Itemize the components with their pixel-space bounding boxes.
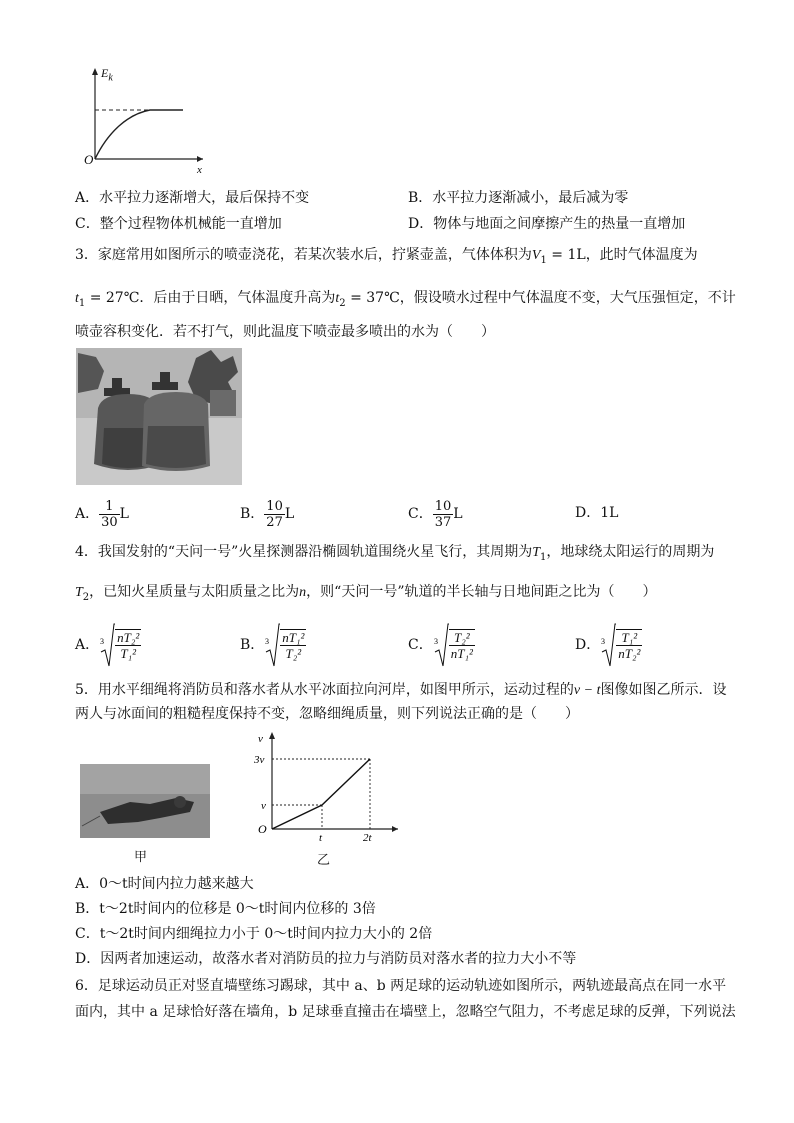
- q3-option-d: D．1L: [575, 505, 619, 521]
- root-index: 3: [265, 637, 270, 646]
- tick-2t: 2t: [363, 832, 372, 842]
- q2-option-a: A．水平拉力逐渐增大，最后保持不变: [75, 190, 310, 206]
- q2-option-d: D．物体与地面之间摩擦产生的热量一直增加: [408, 216, 686, 232]
- graph1-origin: O: [84, 152, 94, 167]
- tick-t: t: [319, 832, 323, 842]
- q3-line2: $t_1$ = 27℃．后由于日晒，气体温度升高为$t_2$ = 37℃，假设喷水过程中气体温度不变，大气压强恒定，不计: [75, 290, 736, 309]
- q5-option-c: C．t～2t时间内细绳拉力小于 0～t时间内拉力大小的 2倍: [75, 926, 433, 942]
- spray-bottle-photo: [76, 348, 242, 485]
- root-index: 3: [601, 637, 606, 646]
- tick-3v: 3v: [254, 754, 265, 766]
- q4-option-c: C． 3 $\frac{\text{T₂²}}{\text{nT₁²}}$: [408, 620, 475, 670]
- q3-line1: 3．家庭常用如图所示的喷壶浇花，若某次装水后，拧紧壶盖，气体体积为$V_1 = 1L$，此时气体温度为: [75, 247, 698, 266]
- q2-option-b: B．水平拉力逐渐减小，最后减为零: [408, 190, 629, 206]
- q4-option-a: A． 3 $\frac{\text{nT₂²}}{\text{T₁²}}$: [75, 620, 141, 670]
- q6-line1: 6．足球运动员正对竖直墙壁练习踢球，其中 a、b 两足球的运动轨迹如图所示，两轨迹最高点在同一水平: [75, 978, 727, 994]
- q5-option-a: A．0～t时间内拉力越来越大: [75, 876, 254, 892]
- q5-option-b: B．t～2t时间内的位移是 0～t时间内位移的 3倍: [75, 901, 376, 917]
- q4-option-b: B． 3 $\frac{\text{nT₁²}}{\text{T₂²}}$: [240, 620, 306, 670]
- root-index: 3: [433, 637, 438, 646]
- vt-graph: [252, 730, 402, 842]
- fig-jia-label: 甲: [134, 850, 148, 865]
- q5-line2: 两人与冰面间的粗糙程度保持不变，忽略细绳质量，则下列说法正确的是（ ）: [75, 706, 579, 722]
- ek-x-graph: [78, 64, 208, 176]
- q4-option-d: D． 3 $\frac{\text{T₁²}}{\text{nT₂²}}$: [575, 620, 642, 670]
- q3-option-a: A． $\frac{1}{30}$ L: [75, 498, 129, 530]
- q3-line3: 喷壶容积变化．若不打气，则此温度下喷壶最多喷出的水为（ ）: [75, 324, 495, 340]
- q6-line2: 面内，其中 a 足球恰好落在墙角，b 足球垂直撞击在墙壁上，忽略空气阻力，不考虑足球的反弹，下列说法: [75, 1004, 736, 1020]
- fig-yi-label: 乙: [317, 853, 331, 868]
- vt-origin: O: [258, 822, 267, 836]
- q5-option-d: D．因两者加速运动，故落水者对消防员的拉力与消防员对落水者的拉力大小不等: [75, 951, 577, 967]
- q3-option-c: C． $\frac{10}{37}$ L: [408, 498, 463, 530]
- q3-option-b: B． $\frac{10}{27}$ L: [240, 498, 295, 530]
- graph1-y-label: $E_k$: [101, 66, 113, 84]
- vt-y-label: v: [258, 733, 263, 745]
- root-index: 3: [100, 637, 105, 646]
- q2-option-c: C．整个过程物体机械能一直增加: [75, 216, 282, 232]
- q5-line1: 5．用水平细绳将消防员和落水者从水平冰面拉向河岸，如图甲所示，运动过程的v − t图像如图乙所示．设: [75, 682, 727, 698]
- rescue-photo: [80, 764, 210, 838]
- q4-line2: $T_2$，已知火星质量与太阳质量之比为n，则“天问一号”轨道的半长轴与日地间距之比为（ ）: [75, 584, 657, 603]
- graph1-x-label: x: [197, 164, 202, 176]
- tick-v: v: [261, 800, 266, 812]
- q4-line1: 4．我国发射的“天问一号”火星探测器沿椭圆轨道围绕火星飞行，其周期为$T_1$，地球绕太阳运行的周期为: [75, 544, 715, 563]
